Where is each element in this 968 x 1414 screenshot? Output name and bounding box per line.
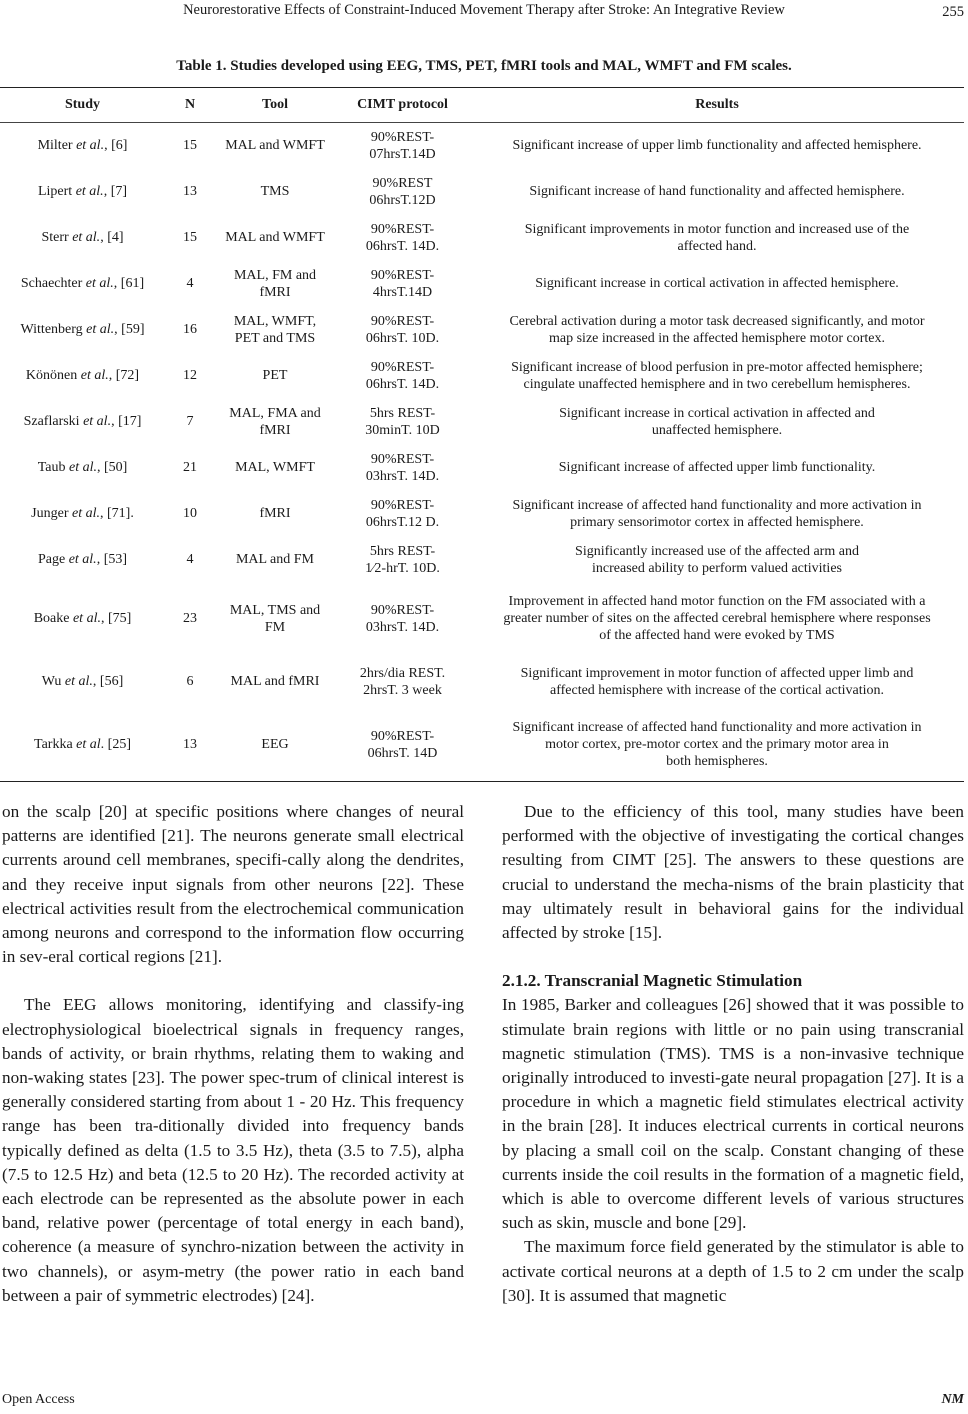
table-row (0, 537, 964, 583)
study-etal: et al. (72, 506, 100, 521)
study-ref: . [25] (100, 737, 131, 752)
study-etal: et al. (83, 414, 112, 429)
table-row (0, 445, 964, 491)
study-author: Tarkka (34, 737, 73, 752)
table-row (0, 215, 964, 261)
right-text-column (502, 800, 964, 1308)
cell-study (0, 537, 165, 583)
study-etal: et al. (76, 138, 105, 154)
footer-open-access: Open Access (2, 1392, 75, 1407)
cell-n: 21 (183, 460, 197, 475)
cell-tool: PET (262, 368, 288, 383)
paragraph: The maximum force field generated by the stimulator is able to activate cortical neurons at a depth of 1.5 to 2 cm under the scalp [30]. It is assumed that magnetic (502, 1237, 964, 1305)
cell-study (0, 491, 165, 537)
study-author: Milter (37, 138, 73, 154)
column-header-n: N (165, 88, 215, 123)
cell-study (0, 123, 165, 169)
cell-results: Significant increase in cortical activation in affected hemisphere. (535, 276, 899, 291)
cell-results: Significantly increased use of the affected arm and increased ability to perform valued activities (575, 543, 859, 576)
study-ref: , [72] (108, 368, 140, 383)
cell-cimt-protocol: 90%REST- 03hrsT. 14D. (365, 451, 440, 484)
table-row (0, 353, 964, 399)
cell-n: 7 (186, 414, 194, 429)
paragraph: In 1985, Barker and colleagues [26] showed that it was possible to stimulate brain regions with little or no pain using transcranial magnetic stimulation (TMS). TMS is a non-invasive technique originally introduced to investi-gate neural propagation [27]. It is a procedure in which a magnetic field stimulates electrical activity in the brain [28]. It induces electrical currents in cortical neurons by placing a small coil on the scalp. Constant changing of these currents inside the coil results in the formation of a magnetic field, which is able to overcome different levels of various structures such as skin, muscle and bone [29]. (502, 995, 964, 1233)
study-etal: et al. (68, 460, 97, 475)
table-row (0, 583, 964, 655)
cell-n: 23 (183, 611, 197, 626)
cell-results: Significant increase of affected hand functionality and more activation in motor cortex, pre-motor cortex and the primary motor area in both hemispheres. (512, 720, 922, 769)
section-heading: 2.1.2. Transcranial Magnetic Stimulation (502, 971, 803, 991)
cell-study (0, 307, 165, 353)
cell-results: Significant increase of affected upper limb functionality. (558, 460, 876, 475)
running-title: Neurorestorative Effects of Constraint-Induced Movement Therapy after Stroke: An Integrative Review (183, 2, 785, 18)
footer-journal-abbrev: NM (941, 1392, 964, 1407)
page-number: 255 (942, 4, 964, 20)
study-etal: et al. (85, 276, 114, 291)
study-ref: , [59] (114, 322, 145, 337)
table-row (0, 261, 964, 307)
study-etal: et al. (75, 184, 104, 199)
table-row (0, 169, 964, 215)
cell-study (0, 655, 165, 709)
study-ref: , [56] (92, 674, 124, 689)
study-ref: , [53] (96, 552, 128, 567)
cell-cimt-protocol: 90%REST- 4hrsT.14D (370, 267, 435, 300)
cell-n: 16 (183, 322, 197, 337)
cell-tool: MAL and fMRI (230, 674, 320, 689)
cell-results: Significant increase of blood perfusion in pre-motor affected hemisphere; cingulate unaffected hemisphere and in two cerebellum hemispheres. (511, 359, 923, 392)
cell-n: 12 (183, 368, 197, 383)
cell-results: Improvement in affected hand motor function on the FM associated with a greater number of sites on the affected cerebral hemisphere where responses of the affected hand were evoked by TMS (503, 594, 931, 643)
table-row (0, 399, 964, 445)
cell-study (0, 169, 165, 215)
table-caption: Table 1. Studies developed using EEG, TMS, PET, fMRI tools and MAL, WMFT and FM scales. (176, 58, 792, 74)
cell-tool: MAL, WMFT, PET and TMS (233, 313, 317, 346)
paragraph: on the scalp [20] at specific positions where changes of neural patterns are identified [21]. The neurons generate small electrical currents around cell membranes, specifi-cally along the dendrites, and they receive input signals from other neurons [22]. These electrical activities result from the electrochemical communication among neurons and correspond to the information flow occurring in sev-eral cortical regions [21]. (2, 802, 464, 967)
study-author: Boake (33, 611, 70, 626)
cell-n: 10 (183, 506, 197, 521)
cell-study (0, 583, 165, 655)
paragraph: Due to the efficiency of this tool, many studies have been performed with the objective of investigating the cortical changes resulting from CIMT [25]. The answers to these questions are crucial to understand the mecha-nisms of the brain plasticity that may ultimately result in behavioral gains for the individual affected by stroke [15]. (502, 802, 964, 943)
cell-results: Significant increase in cortical activation in affected and unaffected hemisphere. (559, 405, 875, 438)
study-author: Schaechter (20, 276, 83, 291)
cell-results: Significant increase of affected hand functionality and more activation in primary sensorimotor cortex in affected hemisphere. (512, 497, 922, 530)
study-author: Wu (41, 674, 62, 689)
cell-cimt-protocol: 90%REST- 06hrsT.12 D. (365, 497, 440, 530)
cell-results: Significant improvements in motor function and increased use of the affected hand. (524, 221, 910, 254)
cell-tool: MAL, WMFT (235, 460, 315, 475)
study-ref: , [71]. (100, 506, 134, 521)
cell-tool: TMS (260, 184, 290, 199)
table-row (0, 709, 964, 781)
paragraph: The EEG allows monitoring, identifying and classify-ing electrophysiological bioelectrical signals in frequency ranges, bands of activity, or brain rhythms, relating them to waking and non-waking states [23]. The power spec-trum of clinical interest is generally considered starting from about 1 - 20 Hz. This frequency range has been tra-ditionally divided into frequency bands typically defined as delta (1.5 to 3.5 Hz), theta (3.5 to 7.5), alpha (7.5 to 12.5 Hz) and beta (12.5 to 20 Hz). The recorded activity at each electrode can be represented as the absolute power in each band, relative power (percentage of total energy in each band), coherence (a measure of synchro-nization between the activity in two channels), or asym-metry (the power ratio in each band between a pair of symmetric electrodes) [24]. (2, 995, 464, 1305)
cell-study (0, 353, 165, 399)
cell-cimt-protocol: 90%REST 06hrsT.12D (369, 175, 436, 208)
cell-n: 13 (183, 737, 197, 752)
study-ref: , [4] (100, 230, 124, 245)
cell-cimt-protocol: 90%REST- 06hrsT. 10D. (365, 313, 440, 346)
study-ref: , [7] (103, 184, 128, 199)
left-text-column (2, 800, 464, 1308)
study-etal: et al (76, 737, 101, 752)
table-row (0, 491, 964, 537)
running-head (0, 0, 968, 24)
study-author: Page (37, 552, 66, 567)
cell-study (0, 445, 165, 491)
cell-tool: MAL, FM and fMRI (233, 267, 317, 300)
study-author: Szaflarski (23, 414, 80, 429)
column-header-cimt-protocol: CIMT protocol (335, 88, 470, 123)
study-etal: et al. (64, 674, 93, 689)
cell-tool: MAL, TMS and FM (229, 602, 321, 635)
study-author: Sterr (41, 230, 69, 245)
cell-tool: fMRI (259, 506, 291, 521)
study-author: Wittenberg (20, 322, 83, 337)
study-ref: , [17] (111, 414, 142, 429)
table-row (0, 307, 964, 353)
cell-tool: MAL and FM (235, 552, 315, 567)
study-etal: et al. (80, 368, 109, 383)
table-row (0, 655, 964, 709)
study-author: Junger (31, 506, 69, 521)
study-author: Könönen (25, 368, 78, 383)
cell-cimt-protocol: 90%REST- 07hrsT.14D (369, 129, 436, 162)
study-author: Lipert (37, 184, 73, 199)
cell-results: Significant increase of upper limb functionality and affected hemisphere. (512, 138, 922, 154)
study-ref: , [61] (113, 276, 145, 291)
cell-n: 4 (186, 276, 194, 291)
cell-cimt-protocol: 90%REST- 06hrsT. 14D. (365, 359, 440, 392)
study-etal: et al. (72, 611, 101, 626)
cell-study (0, 399, 165, 445)
cell-study (0, 709, 165, 781)
study-etal: et al. (72, 230, 101, 245)
table-header-row (0, 88, 964, 123)
studies-table (0, 87, 964, 782)
table-row (0, 123, 964, 169)
cell-n: 15 (183, 230, 197, 245)
cell-results: Significant improvement in motor function of affected upper limb and affected hemisphere with increase of the cortical activation. (520, 665, 914, 698)
cell-results: Cerebral activation during a motor task decreased significantly, and motor map size increased in the affected hemisphere motor cortex. (509, 313, 925, 346)
study-ref: , [6] (104, 138, 128, 154)
study-ref: , [50] (96, 460, 128, 475)
cell-n: 15 (183, 138, 197, 154)
cell-study (0, 261, 165, 307)
cell-n: 6 (186, 674, 194, 689)
cell-n: 13 (183, 184, 197, 199)
study-etal: et al. (86, 322, 115, 337)
column-header-results: Results (470, 88, 964, 123)
cell-results: Significant increase of hand functionality and affected hemisphere. (529, 184, 905, 199)
column-header-study: Study (0, 88, 165, 123)
cell-cimt-protocol: 90%REST- 03hrsT. 14D. (365, 602, 440, 635)
cell-tool: EEG (261, 737, 289, 752)
cell-n: 4 (186, 552, 194, 567)
study-author: Taub (37, 460, 66, 475)
cell-tool: MAL and WMFT (225, 230, 325, 245)
cell-cimt-protocol: 2hrs/dia REST. 2hrsT. 3 week (359, 665, 446, 698)
column-header-tool: Tool (215, 88, 335, 123)
cell-tool: MAL, FMA and fMRI (229, 405, 321, 438)
study-ref: , [75] (100, 611, 132, 626)
cell-cimt-protocol: 5hrs REST- 1⁄2-hrT. 10D. (365, 543, 440, 576)
cell-tool: MAL and WMFT (225, 138, 325, 154)
cell-study (0, 215, 165, 261)
cell-cimt-protocol: 90%REST- 06hrsT. 14D. (365, 221, 440, 254)
cell-cimt-protocol: 90%REST- 06hrsT. 14D (367, 728, 438, 761)
study-etal: et al. (68, 552, 97, 567)
cell-cimt-protocol: 5hrs REST- 30minT. 10D (365, 405, 440, 438)
